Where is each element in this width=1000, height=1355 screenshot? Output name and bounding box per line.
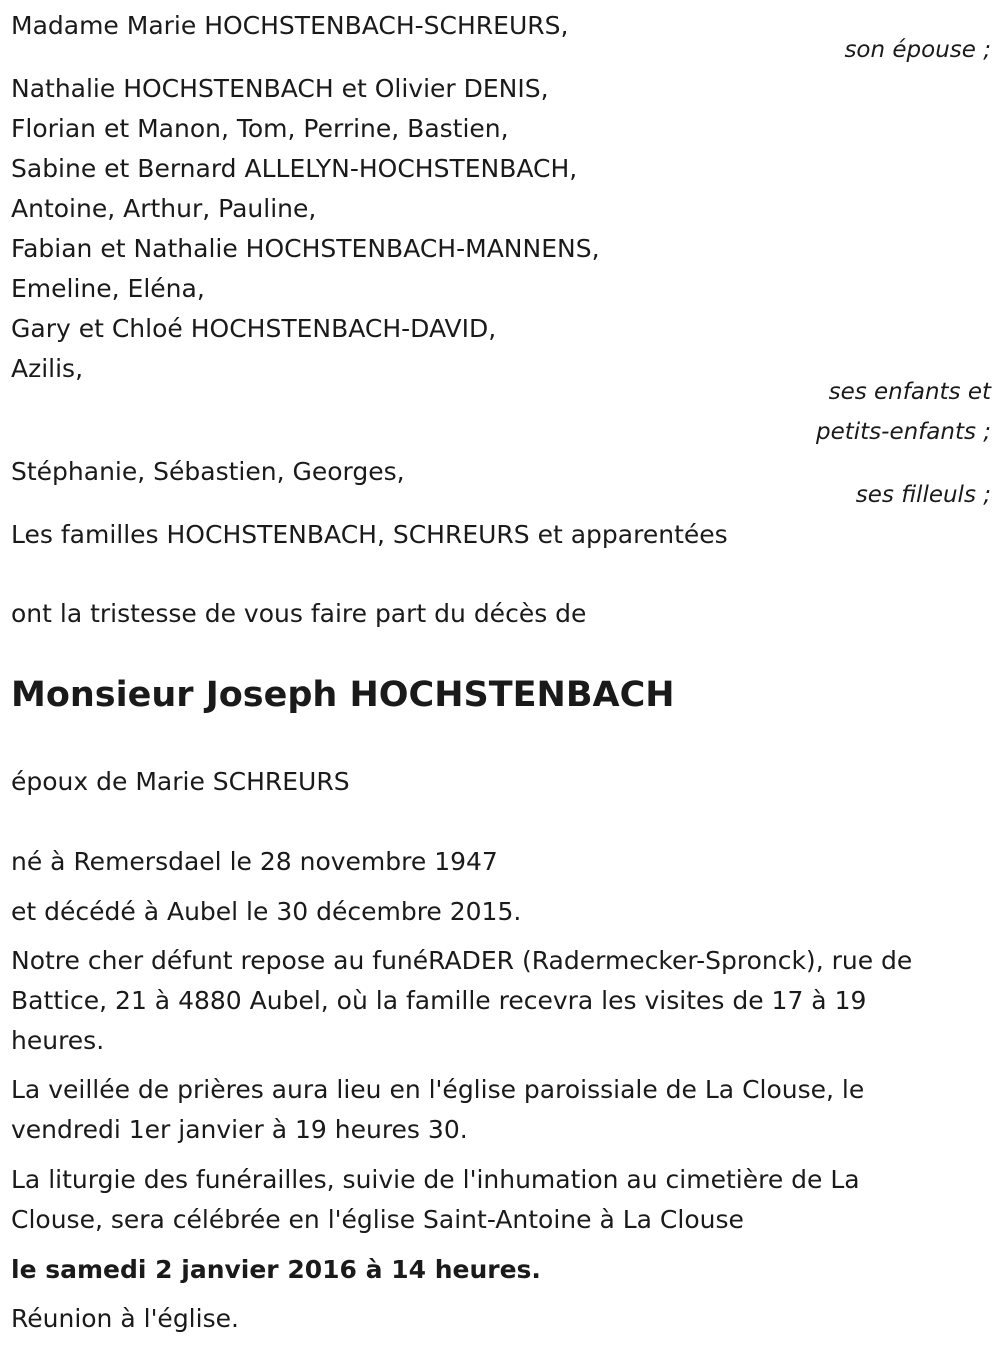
rest-line-1: Notre cher défunt repose au funéRADER (Radermecker-Spronck), rue de: [11, 946, 913, 975]
children-line: Emeline, Eléna,: [11, 274, 205, 303]
children-role-line2: petits-enfants ;: [815, 419, 991, 445]
children-line: Azilis,: [11, 354, 84, 383]
vigil-line-1: La veillée de prières aura lieu en l'église paroissiale de La Clouse, le: [11, 1075, 865, 1104]
meeting-line: Réunion à l'église.: [11, 1304, 239, 1333]
children-role-line1: ses enfants et: [828, 379, 991, 405]
rest-line-3: heures.: [11, 1026, 105, 1055]
deceased-name: Monsieur Joseph HOCHSTENBACH: [11, 675, 675, 715]
spouse-role: son épouse ;: [844, 37, 991, 63]
children-line: Gary et Chloé HOCHSTENBACH-DAVID,: [11, 314, 497, 343]
children-line: Florian et Manon, Tom, Perrine, Bastien,: [11, 114, 509, 143]
children-line: Antoine, Arthur, Pauline,: [11, 194, 317, 223]
godchildren-role: ses filleuls ;: [855, 482, 991, 508]
rest-line-2: Battice, 21 à 4880 Aubel, où la famille recevra les visites de 17 à 19: [11, 986, 867, 1015]
children-line: Sabine et Bernard ALLELYN-HOCHSTENBACH,: [11, 154, 578, 183]
spouse-name: Madame Marie HOCHSTENBACH-SCHREURS,: [11, 11, 569, 40]
funeral-line-2: Clouse, sera célébrée en l'église Saint-Antoine à La Clouse: [11, 1205, 744, 1234]
families-line: Les familles HOCHSTENBACH, SCHREURS et apparentées: [11, 520, 728, 549]
death-line: et décédé à Aubel le 30 décembre 2015.: [11, 897, 522, 926]
funeral-date: le samedi 2 janvier 2016 à 14 heures.: [11, 1255, 541, 1284]
children-line: Nathalie HOCHSTENBACH et Olivier DENIS,: [11, 74, 549, 103]
godchildren-names: Stéphanie, Sébastien, Georges,: [11, 457, 405, 486]
spouse-of-line: époux de Marie SCHREURS: [11, 767, 350, 796]
funeral-line-1: La liturgie des funérailles, suivie de l'inhumation au cimetière de La: [11, 1165, 860, 1194]
announcement-line: ont la tristesse de vous faire part du décès de: [11, 599, 587, 628]
vigil-line-2: vendredi 1er janvier à 19 heures 30.: [11, 1115, 468, 1144]
birth-line: né à Remersdael le 28 novembre 1947: [11, 847, 498, 876]
children-line: Fabian et Nathalie HOCHSTENBACH-MANNENS,: [11, 234, 600, 263]
